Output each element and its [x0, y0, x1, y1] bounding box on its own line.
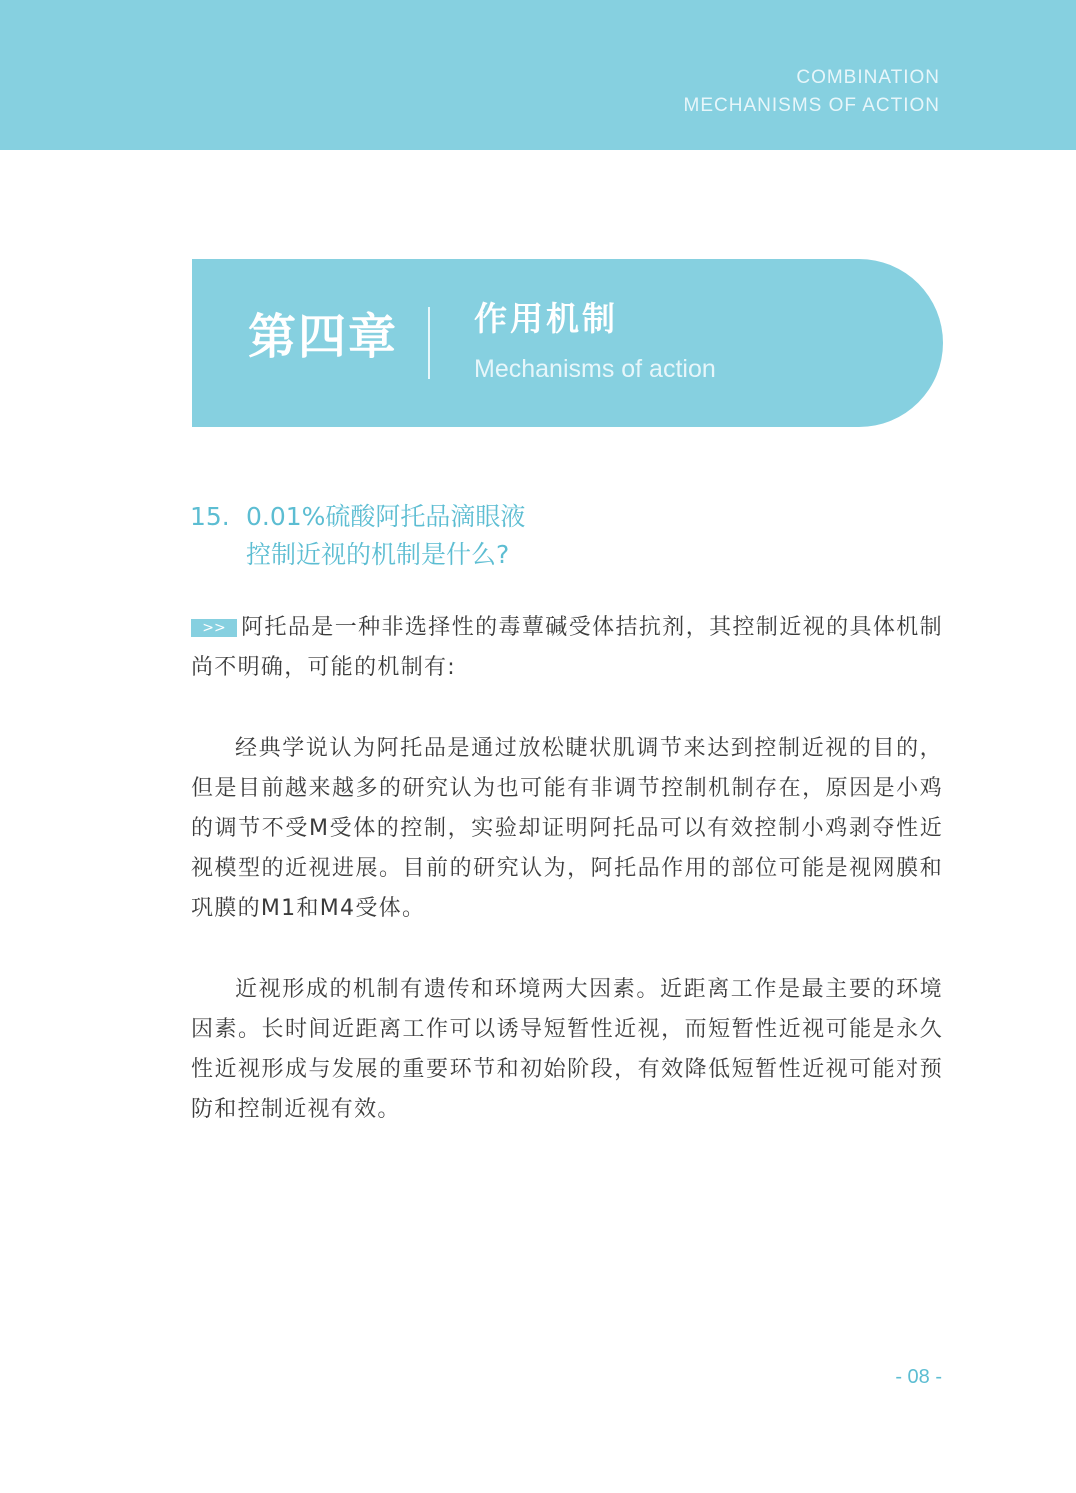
paragraph-spacer: [191, 688, 943, 729]
question-heading: [190, 498, 525, 574]
chapter-number: 第四章: [248, 309, 399, 365]
header-band: [0, 0, 1076, 150]
paragraph-spacer: [191, 929, 943, 970]
answer-paragraph-2: 近视形成的机制有遗传和环境两大因素。近距离工作是最主要的环境因素。长时间近距离工作可以诱导短暂性近视，而短暂性近视可能是永久性近视形成与发展的重要环节和初始阶段，有效降低短暂性近视可能对预防和控制近视有效。: [191, 977, 943, 1122]
chapter-banner: [192, 259, 943, 427]
answer-intro-paragraph: [191, 608, 943, 688]
page-number: - 08 -: [895, 1366, 942, 1388]
question-number: 15.: [190, 502, 230, 531]
question-line1: [190, 498, 525, 536]
header-title-line2: MECHANISMS OF ACTION: [683, 95, 940, 116]
question-text-line2: 控制近视的机制是什么?: [246, 540, 510, 569]
header-section-title: [684, 64, 940, 120]
header-title-line1: COMBINATION: [796, 67, 940, 88]
chapter-divider: [428, 307, 430, 379]
answer-intro-text: 阿托品是一种非选择性的毒蕈碱受体拮抗剂，其控制近视的具体机制尚不明确，可能的机制有:: [191, 615, 943, 680]
answer-paragraph-1: 经典学说认为阿托品是通过放松睫状肌调节来达到控制近视的目的，但是目前越来越多的研究认为也可能有非调节控制机制存在，原因是小鸡的调节不受M受体的控制，实验却证明阿托品可以有效控制小鸡剥夺性近视模型的近视进展。目前的研究认为，阿托品作用的部位可能是视网膜和巩膜的M1和M4受体。: [191, 736, 943, 921]
answer-body: [191, 608, 943, 1130]
double-chevron-right-icon: >>: [191, 619, 237, 637]
chapter-title-en: Mechanisms of action: [474, 355, 716, 383]
chapter-title-zh: 作用机制: [474, 299, 618, 338]
question-text-line1: 0.01%硫酸阿托品滴眼液: [246, 502, 526, 531]
